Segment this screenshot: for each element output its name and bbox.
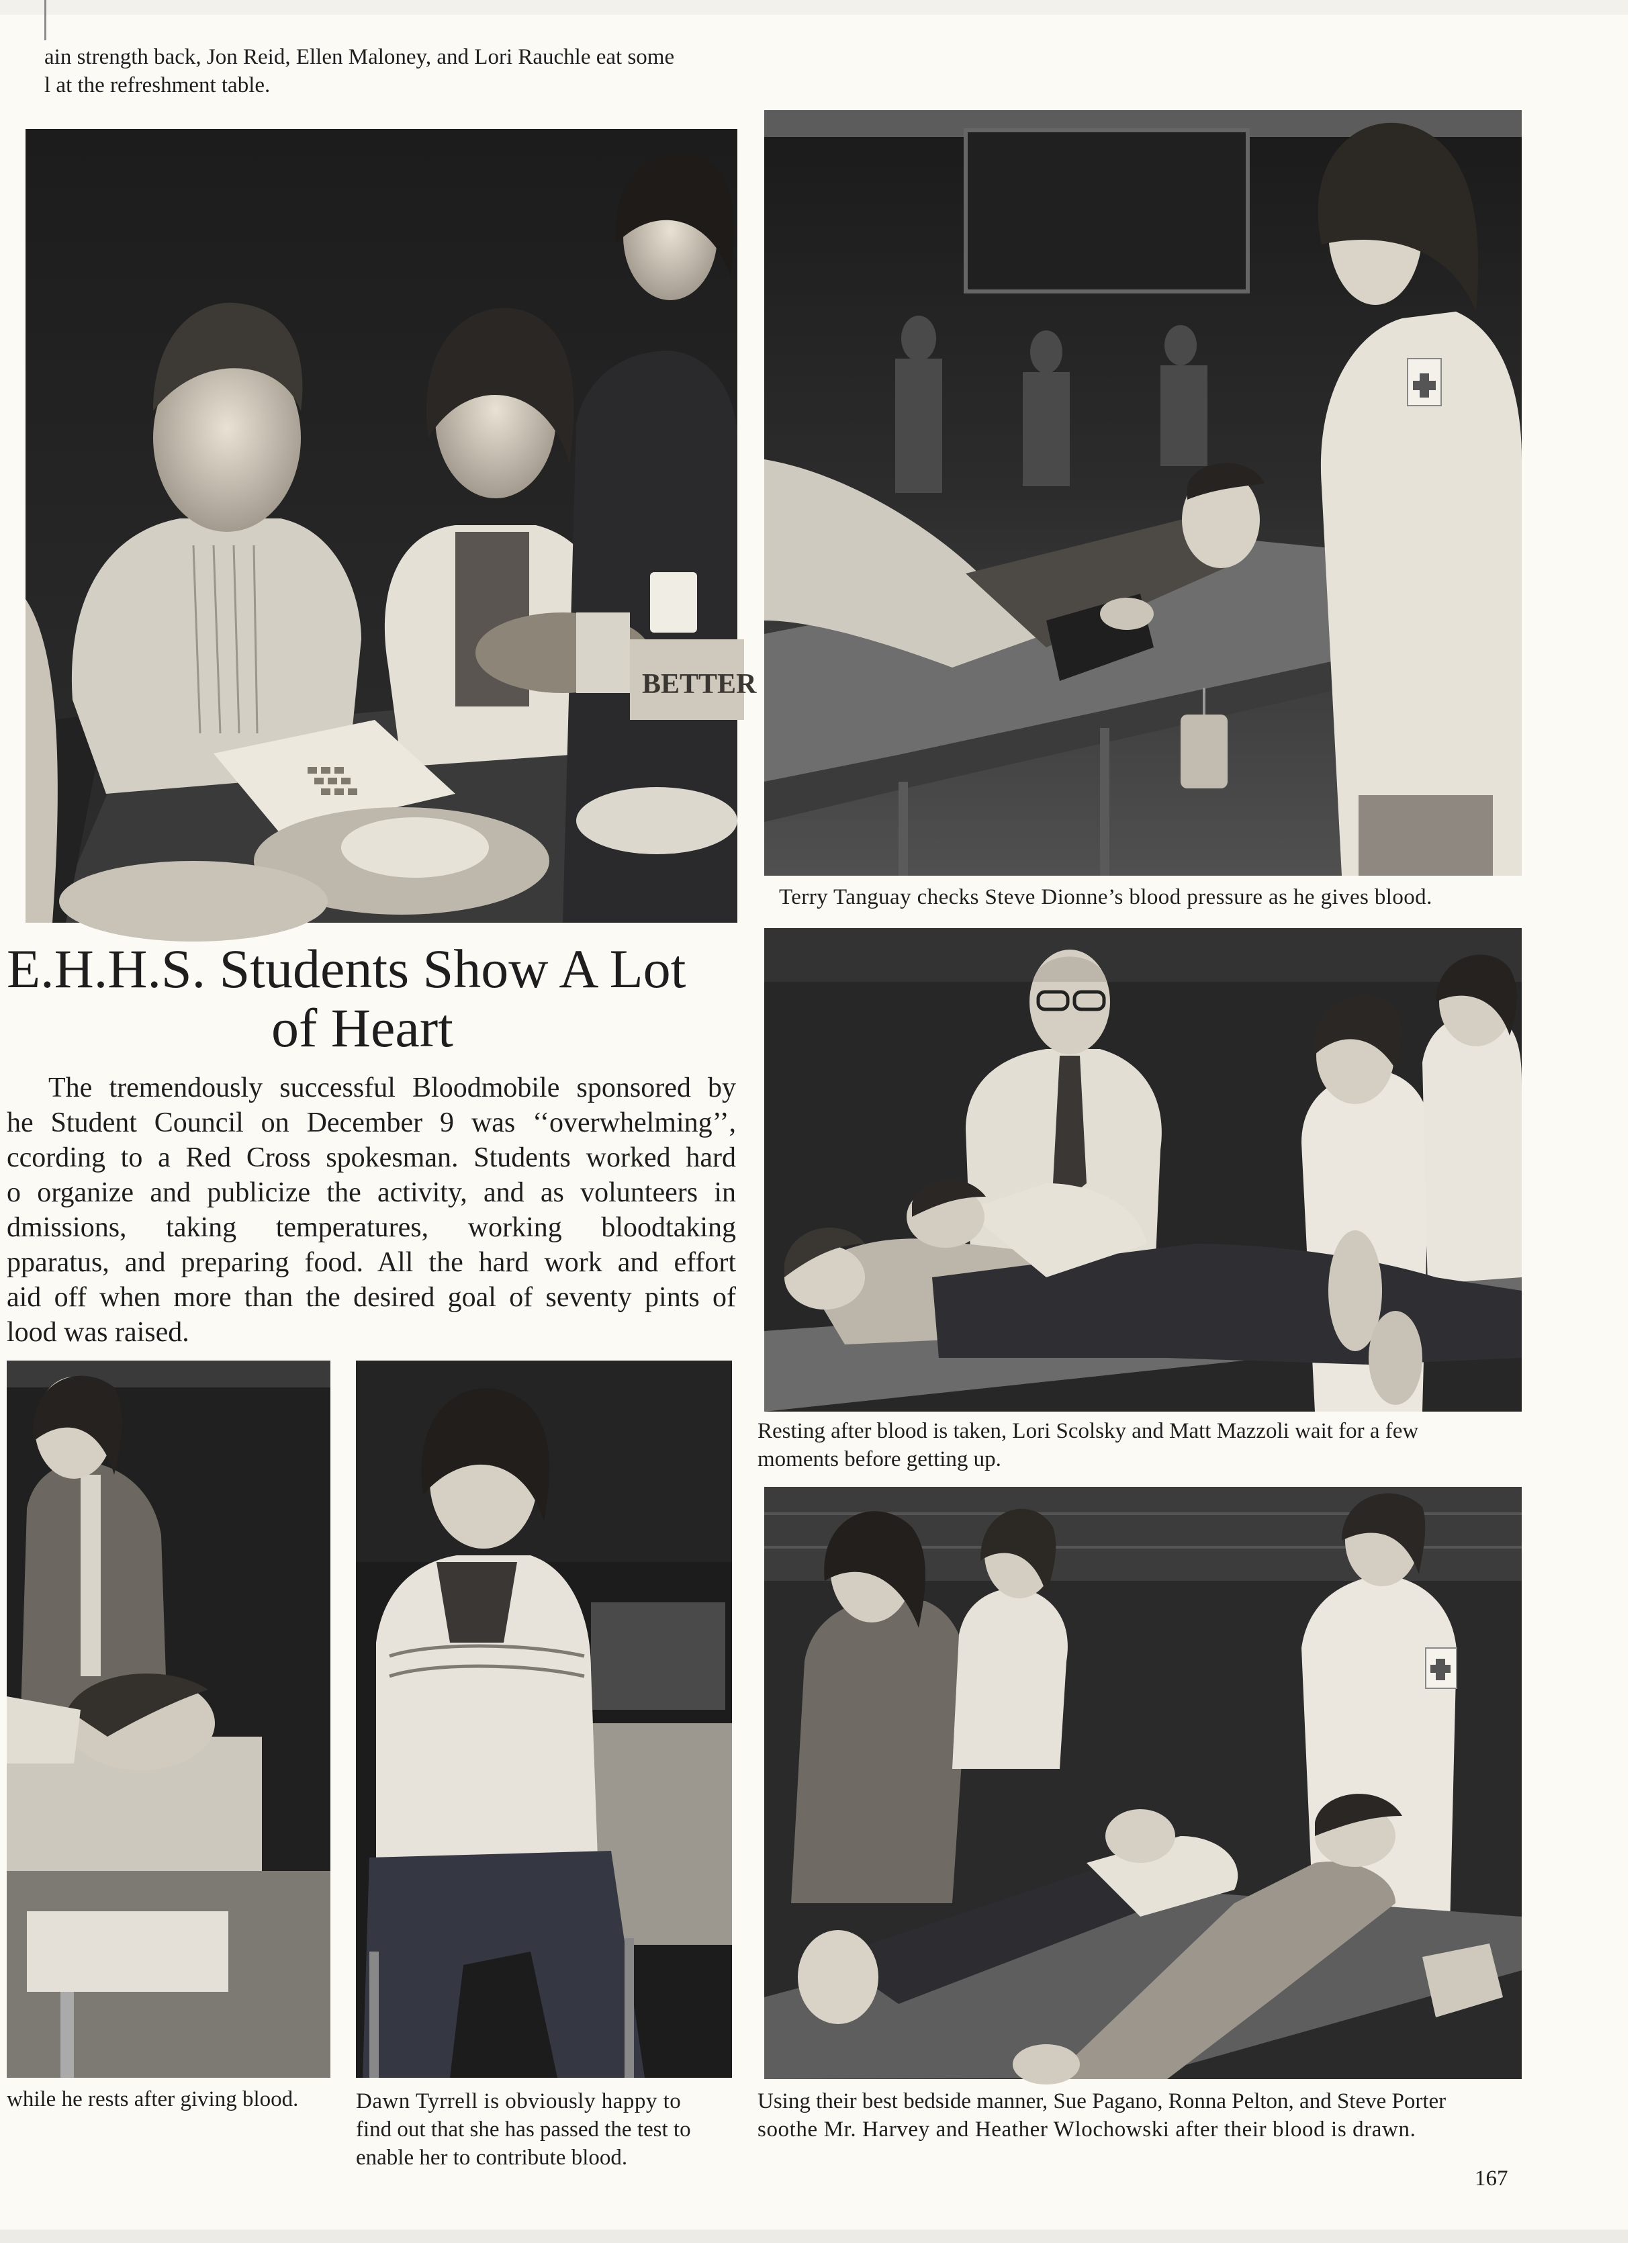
better-sign-text: BETTER [642, 669, 757, 700]
article-headline: E.H.H.S. Students Show A Lot [7, 938, 686, 999]
article-headline-line2: of Heart [271, 997, 453, 1058]
article-line: o organize and publicize the activity, and as volunteers in [7, 1177, 736, 1208]
article-line: lood was raised. [7, 1317, 189, 1348]
article-body [7, 1070, 736, 1350]
article-line: ccording to a Red Cross spokesman. Students worked hard [7, 1142, 736, 1173]
caption-resting: Resting after blood is taken, Lori Scolsky and Matt Mazzoli wait for a few moments before getting up. [758, 1419, 1419, 1471]
article-line: dmissions, taking temperatures, working bloodtaking [7, 1212, 736, 1243]
page-number: 167 [1475, 2166, 1508, 2191]
photo-students-resting [764, 928, 1522, 1412]
photo-bedside-manner [764, 1487, 1522, 2079]
top-border [0, 0, 1628, 15]
scan-margin [1628, 0, 1652, 2243]
article-line: pparatus, and preparing food. All the hard work and effort [7, 1247, 736, 1278]
photo-refreshment-table [26, 129, 757, 923]
caption-bedside: Using their best bedside manner, Sue Pagano, Ronna Pelton, and Steve Porter soothe Mr. Harvey and Heather Wlochowski after their blood is drawn. [758, 2089, 1447, 2142]
caption-refreshment: ain strength back, Jon Reid, Ellen Maloney, and Lori Rauchle eat some l at the refreshment table. [44, 45, 675, 97]
caption-dawn: Dawn Tyrrell is obviously happy to find out that she has passed the test to enable her to contribute blood. [356, 2089, 691, 2170]
article-line: he Student Council on December 9 was ‘‘overwhelming’’, [7, 1107, 736, 1138]
photo-student-resting-after-giving [7, 1361, 330, 2078]
photo-blood-pressure-check [764, 110, 1522, 876]
bottom-border [0, 2230, 1628, 2243]
binding-edge [44, 0, 46, 40]
caption-rests: while he rests after giving blood. [7, 2087, 299, 2111]
caption-blood-pressure: Terry Tanguay checks Steve Dionne’s blood pressure as he gives blood. [779, 885, 1432, 909]
article-line: The tremendously successful Bloodmobile sponsored by [48, 1072, 736, 1103]
article-line: aid off when more than the desired goal of seventy pints of [7, 1282, 736, 1313]
photo-dawn-tyrrell [356, 1361, 732, 2078]
